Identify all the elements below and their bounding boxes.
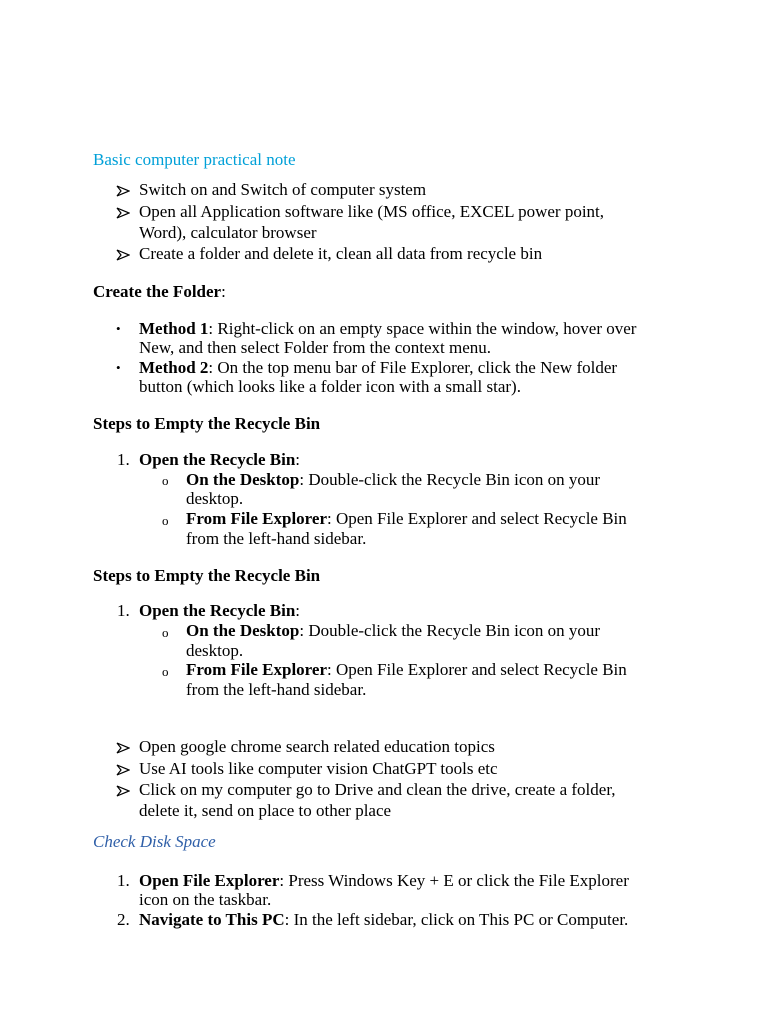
list-item: Create a folder and delete it, clean all data from recycle bin xyxy=(139,244,543,263)
explorer-substep-continuation: from the left-hand sidebar. xyxy=(186,680,367,699)
circle-bullet-icon: o xyxy=(162,664,169,679)
arrowhead-bullet-icon xyxy=(116,185,130,197)
desktop-substep: On the Desktop: Double-click the Recycle Bin icon on your xyxy=(186,621,601,640)
list-number: 1. xyxy=(117,450,130,469)
method-1-line: Method 1: Right-click on an empty space within the window, hover over xyxy=(139,319,637,338)
arrowhead-bullet-icon xyxy=(116,207,130,219)
list-item-continuation: Word), calculator browser xyxy=(139,223,317,242)
list-number: 1. xyxy=(117,871,130,890)
list-item: Open all Application software like (MS office, EXCEL power point, xyxy=(139,202,605,221)
desktop-substep: On the Desktop: Double-click the Recycle Bin icon on your xyxy=(186,470,601,489)
bullet-icon: • xyxy=(116,321,121,336)
arrowhead-bullet-icon xyxy=(116,785,130,797)
step-navigate-this-pc: Navigate to This PC: In the left sidebar, click on This PC or Computer. xyxy=(139,910,629,929)
explorer-substep: From File Explorer: Open File Explorer and select Recycle Bin xyxy=(186,509,627,528)
list-item: Switch on and Switch of computer system xyxy=(139,180,427,199)
explorer-substep: From File Explorer: Open File Explorer and select Recycle Bin xyxy=(186,660,627,679)
list-item: Use AI tools like computer vision ChatGPT tools etc xyxy=(139,759,498,778)
arrowhead-bullet-icon xyxy=(116,742,130,754)
section-heading: Steps to Empty the Recycle Bin xyxy=(93,414,321,433)
section-heading: Create the Folder: xyxy=(93,282,226,301)
list-item: Click on my computer go to Drive and clean the drive, create a folder, xyxy=(139,780,616,799)
desktop-substep-continuation: desktop. xyxy=(186,489,244,508)
method-1-continuation: New, and then select Folder from the context menu. xyxy=(139,338,492,357)
open-recycle-bin-step: Open the Recycle Bin: xyxy=(139,450,301,469)
circle-bullet-icon: o xyxy=(162,513,169,528)
circle-bullet-icon: o xyxy=(162,625,169,640)
bullet-icon: • xyxy=(116,360,121,375)
desktop-substep-continuation: desktop. xyxy=(186,641,244,660)
open-recycle-bin-step: Open the Recycle Bin: xyxy=(139,601,301,620)
method-2-line: Method 2: On the top menu bar of File Explorer, click the New folder xyxy=(139,358,618,377)
circle-bullet-icon: o xyxy=(162,473,169,488)
method-2-continuation: button (which looks like a folder icon with a small star). xyxy=(139,377,521,396)
step-continuation: icon on the taskbar. xyxy=(139,890,272,909)
section-subtitle: Check Disk Space xyxy=(93,832,216,851)
page-title: Basic computer practical note xyxy=(93,150,296,169)
arrowhead-bullet-icon xyxy=(116,249,130,261)
explorer-substep-continuation: from the left-hand sidebar. xyxy=(186,529,367,548)
section-heading: Steps to Empty the Recycle Bin xyxy=(93,566,321,585)
list-number: 2. xyxy=(117,910,130,929)
arrowhead-bullet-icon xyxy=(116,764,130,776)
step-open-file-explorer: Open File Explorer: Press Windows Key + E or click the File Explorer xyxy=(139,871,629,890)
list-number: 1. xyxy=(117,601,130,620)
list-item: Open google chrome search related education topics xyxy=(139,737,495,756)
list-item-continuation: delete it, send on place to other place xyxy=(139,801,392,820)
